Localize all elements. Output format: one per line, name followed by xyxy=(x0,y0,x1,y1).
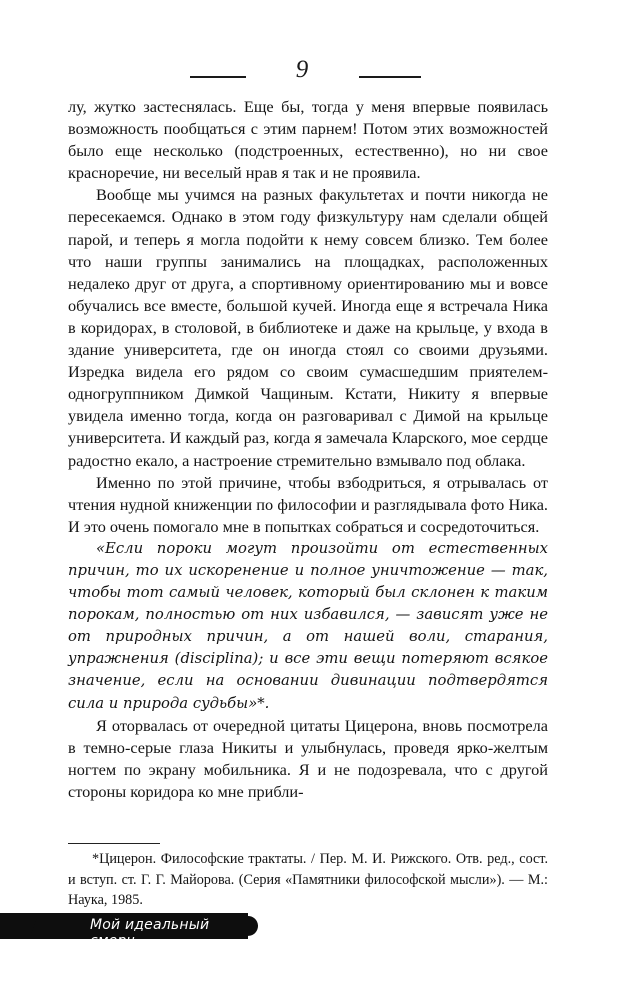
footnote: *Цицерон. Философские трактаты. / Пер. М. И. Рижского. Отв. ред., сост. и вступ. ст. Г. Г. Майорова. (Серия «Памятники философской мысли»). — М.: Наука, 1985. xyxy=(68,851,548,908)
header-rule-right xyxy=(359,76,421,78)
header-rule-left xyxy=(190,76,246,78)
paragraph: Именно по этой причине, чтобы взбодриться, я отрывалась от чтения нудной книженции по философии и разглядывала фото Ника. И это очень помогало мне в попытках собраться и сосредоточиться. xyxy=(68,472,548,536)
quote-paragraph: «Если пороки могут произойти от естественных причин, то их искоренение и полное уничтожение — так, чтобы тот самый человек, который был склонен к таким порокам, полностью от них избавился, — зависят уже не от природных причин, а от нашей воли, старания, упражнения (disciplina); и все эти вещи потеряют всякое значение, если на основании дивинации подтвердятся сила и природа судьбы»*. xyxy=(68,539,548,712)
footnote-divider xyxy=(68,843,160,844)
paragraph: лу, жутко застеснялась. Еще бы, тогда у меня впервые появилась возможность пообщаться с этим парнем! Потом этих возможностей было еще несколько (подстроенных, естественно), но ни свое красноречие, ни веселый нрав я так и не проявила. xyxy=(68,97,548,183)
page-number: 9 xyxy=(295,56,309,83)
paragraph: Вообще мы учимся на разных факультетах и почти никогда не пересекаемся. Однако в этом году физкультуру нам сделали общей парой, и теперь я могла подойти к нему совсем близко. Тем более что наши группы занимались на площадках, расположенных недалеко друг от друга, а спортивному ориентированию мы и вовсе обучались все вместе, большой кучей. Иногда еще я встречала Ника в коридорах, в столовой, в библиотеке и даже на крыльце, у входа в здание университета, где он иногда стоял со своими друзьями. Изредка видела его рядом со своим сумасшедшим приятелем-одногруппником Димкой Чащиным. Кстати, Никиту я впервые увидела именно тогда, когда он разговаривал с Димой на крыльце университета. И каждый раз, когда я замечала Кларского, мое сердце радостно екало, а настроение стремительно взмывало под облака. xyxy=(68,185,548,470)
paragraph: Я оторвалась от очередной цитаты Цицерона, вновь посмотрела в темно-серые глаза Никиты и улыбнулась, проведя ярко-желтым ногтем по экрану мобильника. Я и не подозревала, что с другой стороны коридора ко мне прибли- xyxy=(68,715,548,801)
main-text xyxy=(68,96,548,803)
book-title: Мой идеальный смерч xyxy=(90,917,210,949)
book-title-banner xyxy=(0,913,248,949)
page-header xyxy=(0,56,619,86)
